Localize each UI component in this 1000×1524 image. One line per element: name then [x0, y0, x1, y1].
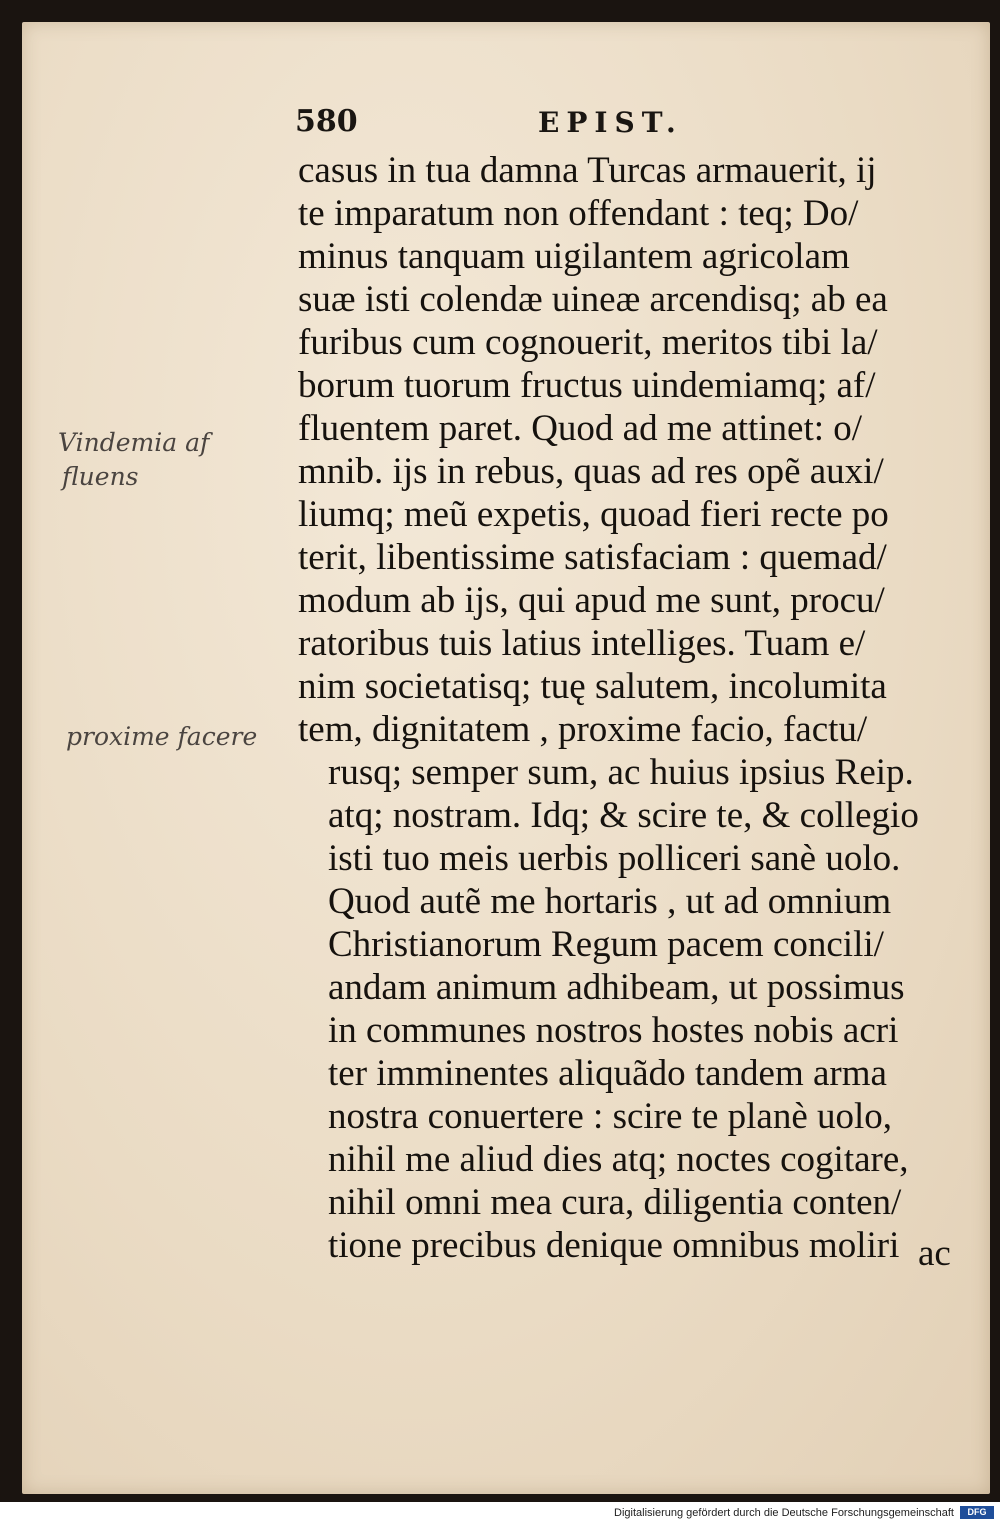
text-line: atq; nostram. Idq; & scire te, & collegio [328, 795, 919, 836]
text-line: in communes nostros hostes nobis acri [328, 1010, 899, 1051]
running-head: EPIST. [538, 106, 683, 139]
text-line: casus in tua damna Turcas armauerit, ij [298, 150, 877, 191]
page-header [295, 104, 955, 144]
text-line: borum tuorum fructus uindemiamq; af/ [298, 365, 876, 406]
text-line: ratoribus tuis latius intelliges. Tuam e/ [298, 623, 866, 664]
text-line: te imparatum non offendant : teq; Do/ [298, 193, 859, 234]
text-line: terit, libentissime satisfaciam : quemad/ [298, 537, 887, 578]
text-line: nihil me aliud dies atq; noctes cogitare, [328, 1139, 909, 1180]
text-line: mnib. ijs in rebus, quas ad res opẽ auxi/ [298, 451, 884, 492]
text-line: ter imminentes aliquãdo tandem arma [328, 1053, 887, 1094]
text-line: rusq; semper sum, ac huius ipsius Reip. [328, 752, 914, 793]
dfg-logo: DFG [960, 1506, 994, 1519]
text-line: furibus cum cognouerit, meritos tibi la/ [298, 322, 878, 363]
text-line: andam animum adhibeam, ut possimus [328, 967, 905, 1008]
text-line: nihil omni mea cura, diligentia conten/ [328, 1182, 902, 1223]
text-line: isti tuo meis uerbis polliceri sanè uolo. [328, 838, 901, 879]
text-line: Quod autẽ me hortaris , ut ad omnium [328, 881, 892, 922]
footer-credit: Digitalisierung gefördert durch die Deutsche Forschungsgemeinschaft [614, 1507, 954, 1519]
text-line: minus tanquam uigilantem agricolam [298, 236, 850, 277]
text-line: suæ isti colendæ uineæ arcendisq; ab ea [298, 279, 888, 320]
text-line: Christianorum Regum pacem concili/ [328, 924, 884, 965]
marginal-note: Vindemia af [58, 428, 210, 457]
text-line: fluentem paret. Quod ad me attinet: o/ [298, 408, 863, 449]
footer-bar [0, 1502, 1000, 1524]
marginal-note: proxime facere [66, 722, 258, 751]
text-line: tione precibus denique omnibus moliri [328, 1225, 900, 1266]
text-line: modum ab ijs, qui apud me sunt, procu/ [298, 580, 885, 621]
page-number: 580 [295, 104, 358, 139]
text-line: nostra conuertere : scire te planè uolo, [328, 1096, 893, 1137]
text-line: liumq; meũ expetis, quoad fieri recte po [298, 494, 889, 535]
catchword: ac [918, 1233, 951, 1274]
text-line: nim societatisq; tuę salutem, incolumita [298, 666, 887, 707]
text-line: tem, dignitatem , proxime facio, factu/ [298, 709, 868, 750]
marginal-note: fluens [62, 462, 139, 491]
